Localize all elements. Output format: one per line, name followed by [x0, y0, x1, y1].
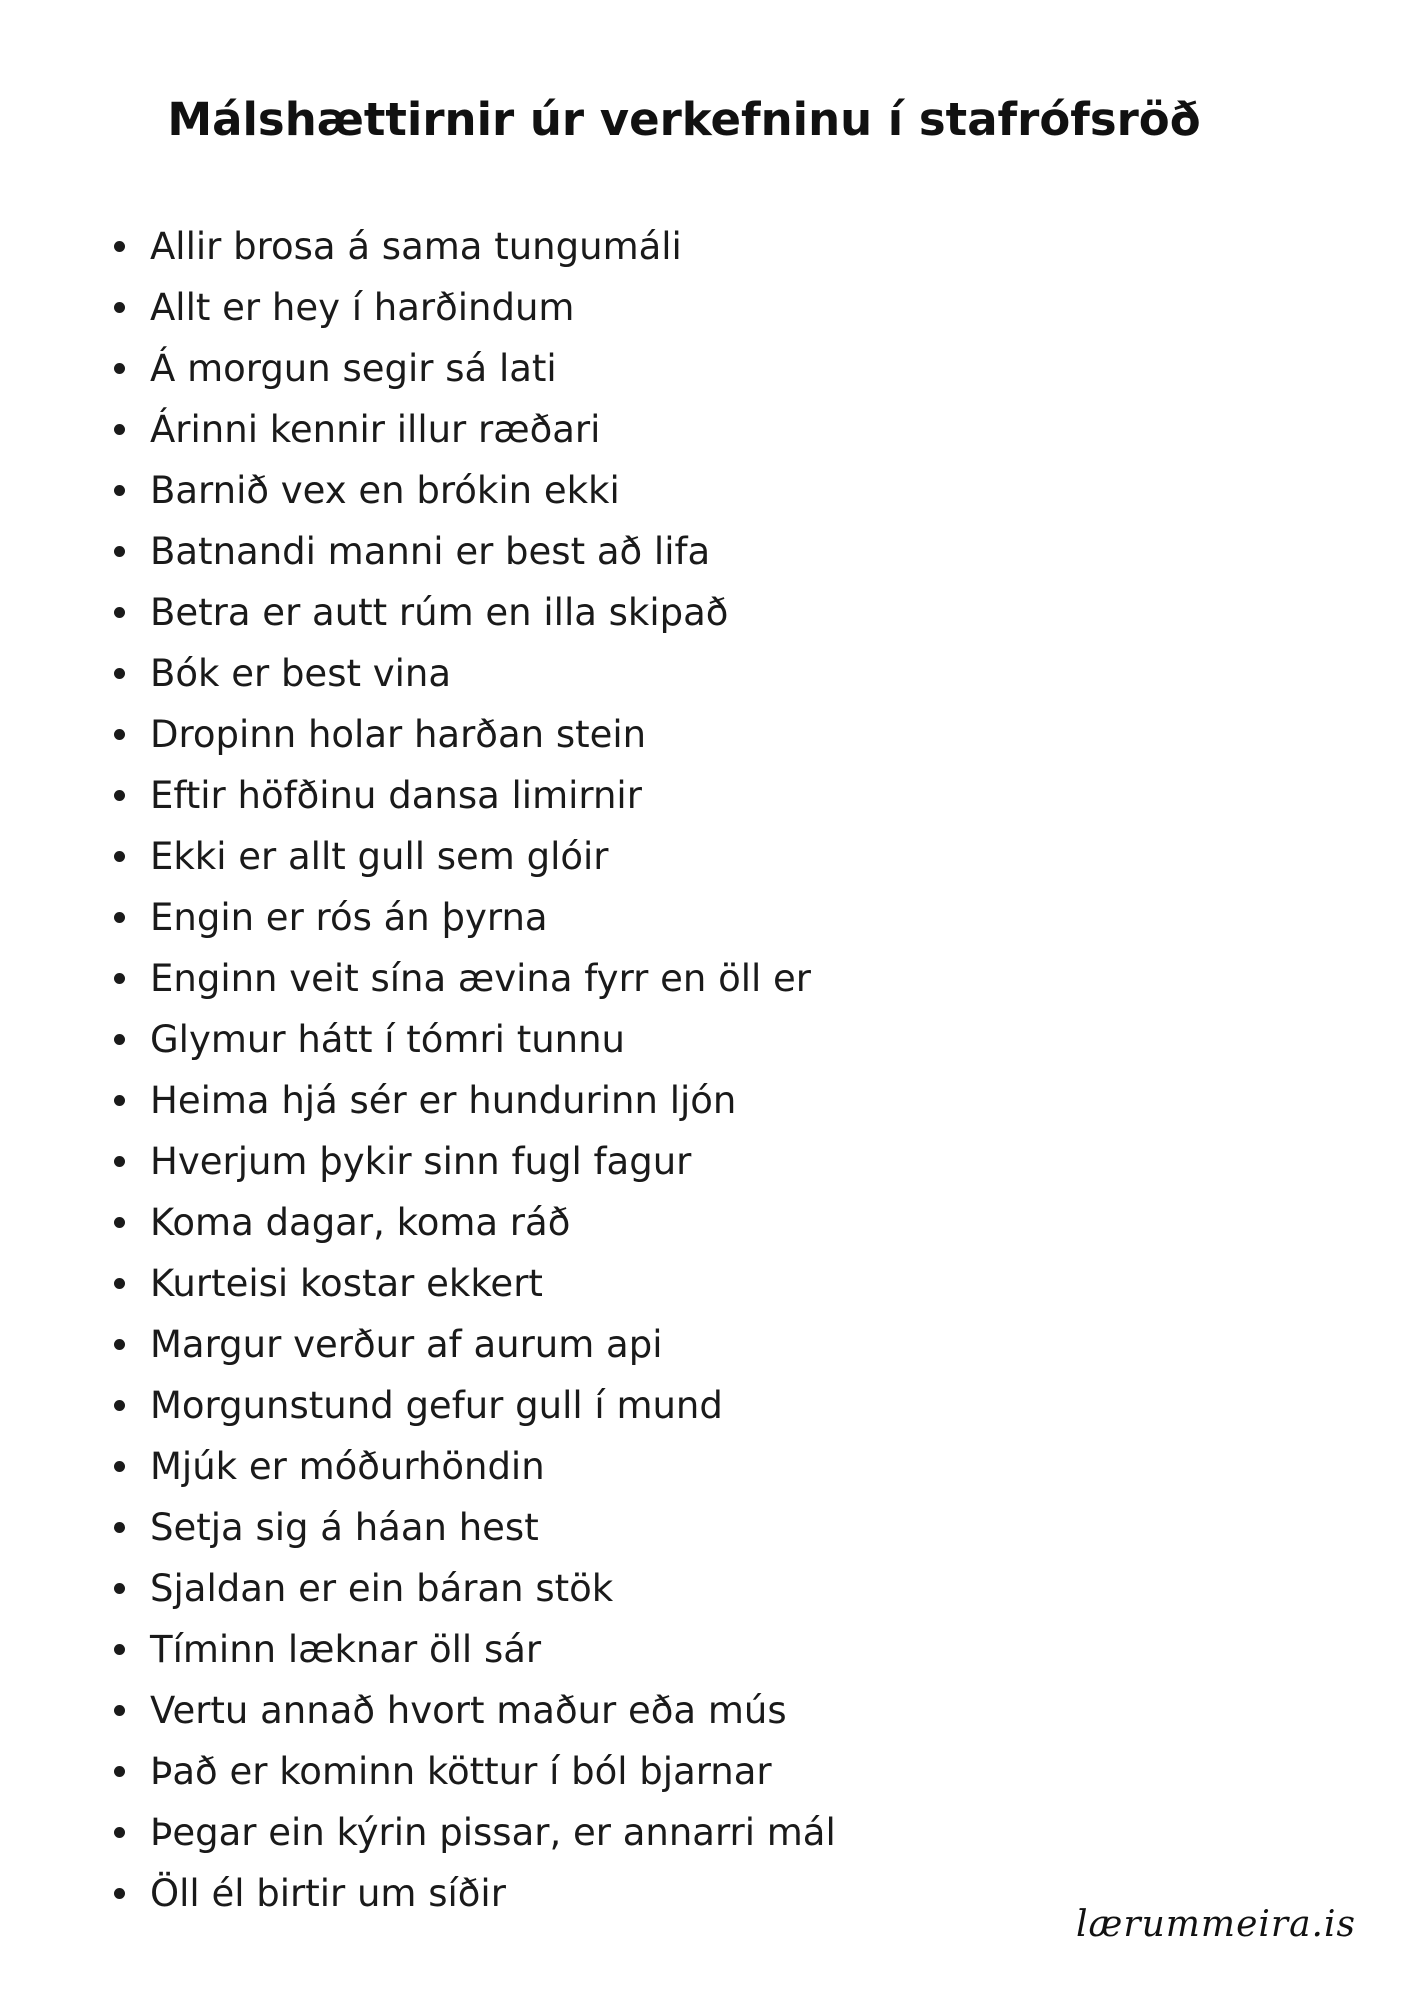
proverb-text: Betra er autt rúm en illa skipað [150, 591, 729, 634]
bullet-icon [114, 1095, 125, 1106]
proverb-text: Heima hjá sér er hundurinn ljón [150, 1079, 737, 1122]
list-item [150, 1375, 836, 1436]
bullet-icon [114, 1583, 125, 1594]
proverb-text: Hverjum þykir sinn fugl fagur [150, 1140, 692, 1183]
list-item [150, 1009, 836, 1070]
proverb-text: Allir brosa á sama tungumáli [150, 225, 682, 268]
proverb-text: Kurteisi kostar ekkert [150, 1262, 543, 1305]
bullet-icon [114, 241, 125, 252]
proverb-text: Öll él birtir um síðir [150, 1872, 506, 1915]
proverb-list [150, 216, 836, 1924]
proverb-text: Allt er hey í harðindum [150, 286, 575, 329]
bullet-icon [114, 1034, 125, 1045]
list-item [150, 1131, 836, 1192]
bullet-icon [114, 1400, 125, 1411]
bullet-icon [114, 1705, 125, 1716]
bullet-icon [114, 424, 125, 435]
list-item [150, 1741, 836, 1802]
bullet-icon [114, 1888, 125, 1899]
proverb-text: Batnandi manni er best að lifa [150, 530, 711, 573]
bullet-icon [114, 1278, 125, 1289]
bullet-icon [114, 607, 125, 618]
bullet-icon [114, 1217, 125, 1228]
bullet-icon [114, 1156, 125, 1167]
proverb-text: Glymur hátt í tómri tunnu [150, 1018, 626, 1061]
proverb-text: Eftir höfðinu dansa limirnir [150, 774, 642, 817]
bullet-icon [114, 1522, 125, 1533]
proverb-text: Barnið vex en brókin ekki [150, 469, 620, 512]
bullet-icon [114, 363, 125, 374]
bullet-icon [114, 302, 125, 313]
proverb-text: Á morgun segir sá lati [150, 347, 557, 390]
list-item [150, 704, 836, 765]
bullet-icon [114, 912, 125, 923]
bullet-icon [114, 546, 125, 557]
list-item [150, 765, 836, 826]
list-item [150, 1436, 836, 1497]
proverb-text: Setja sig á háan hest [150, 1506, 539, 1549]
list-item [150, 887, 836, 948]
list-item [150, 1619, 836, 1680]
list-item [150, 399, 836, 460]
proverb-text: Bók er best vina [150, 652, 452, 695]
proverb-text: Þegar ein kýrin pissar, er annarri mál [150, 1811, 836, 1854]
list-item [150, 460, 836, 521]
list-item [150, 1863, 836, 1924]
bullet-icon [114, 851, 125, 862]
list-item [150, 1192, 836, 1253]
list-item [150, 1802, 836, 1863]
bullet-icon [114, 1339, 125, 1350]
bullet-icon [114, 729, 125, 740]
proverb-text: Margur verður af aurum api [150, 1323, 663, 1366]
bullet-icon [114, 1644, 125, 1655]
bullet-icon [114, 1827, 125, 1838]
list-item [150, 521, 836, 582]
bullet-icon [114, 973, 125, 984]
list-item [150, 1558, 836, 1619]
bullet-icon [114, 485, 125, 496]
proverb-text: Tíminn læknar öll sár [150, 1628, 542, 1671]
proverb-text: Vertu annað hvort maður eða mús [150, 1689, 787, 1732]
bullet-icon [114, 790, 125, 801]
proverb-text: Mjúk er móðurhöndin [150, 1445, 545, 1488]
list-item [150, 643, 836, 704]
proverb-text: Það er kominn köttur í ból bjarnar [150, 1750, 772, 1793]
list-item [150, 582, 836, 643]
list-item [150, 948, 836, 1009]
proverb-text: Morgunstund gefur gull í mund [150, 1384, 723, 1427]
list-item [150, 1680, 836, 1741]
bullet-icon [114, 1766, 125, 1777]
list-item [150, 1070, 836, 1131]
bullet-icon [114, 668, 125, 679]
brand-mark: lærummeira.is [1076, 1904, 1356, 1945]
bullet-icon [114, 1461, 125, 1472]
list-item [150, 338, 836, 399]
list-item [150, 216, 836, 277]
proverb-text: Enginn veit sína ævina fyrr en öll er [150, 957, 812, 1000]
proverb-text: Ekki er allt gull sem glóir [150, 835, 609, 878]
list-item [150, 1497, 836, 1558]
proverb-text: Sjaldan er ein báran stök [150, 1567, 614, 1610]
proverb-text: Árinni kennir illur ræðari [150, 408, 601, 451]
list-item [150, 1253, 836, 1314]
proverb-text: Koma dagar, koma ráð [150, 1201, 571, 1244]
list-item [150, 826, 836, 887]
proverb-text: Dropinn holar harðan stein [150, 713, 647, 756]
list-item [150, 1314, 836, 1375]
proverb-text: Engin er rós án þyrna [150, 896, 548, 939]
page-title: Málshættirnir úr verkefninu í stafrófsröð [167, 93, 1201, 146]
list-item [150, 277, 836, 338]
